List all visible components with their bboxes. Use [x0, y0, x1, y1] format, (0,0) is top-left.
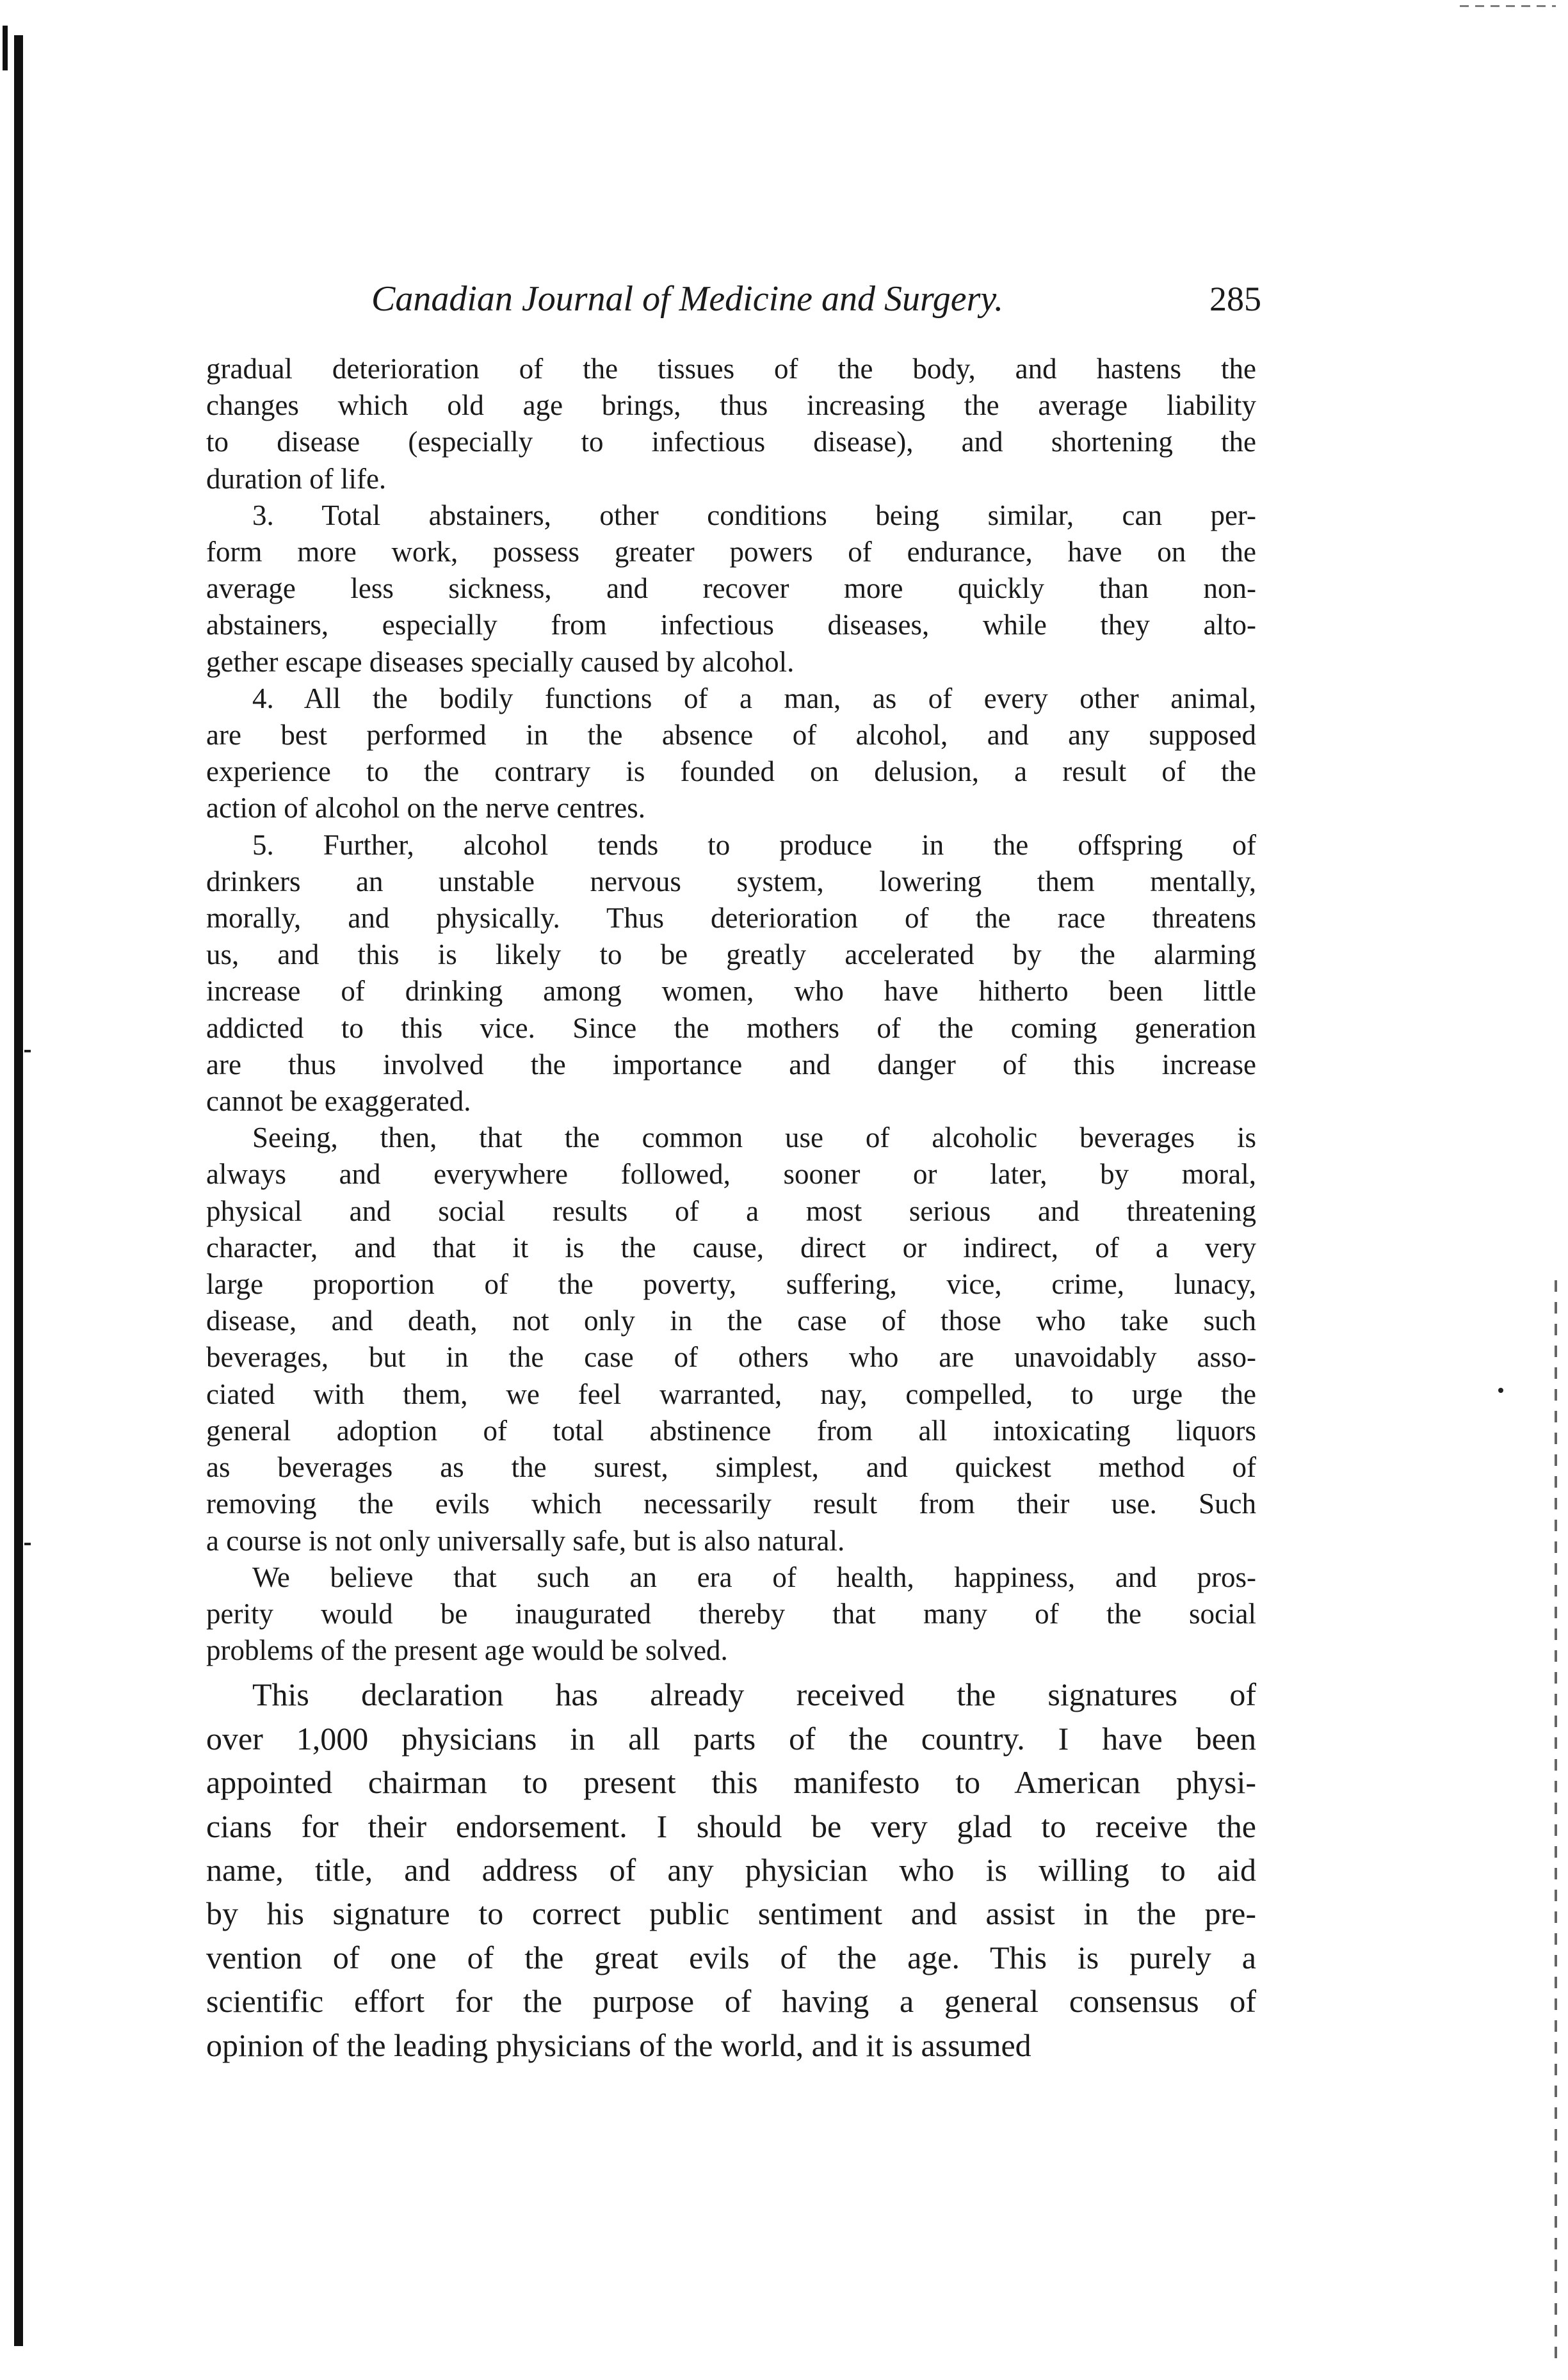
- text-line: 5. Further, alcohol tends to produce in the offspring of: [252, 828, 1256, 861]
- text-line: as beverages as the surest, simplest, and quickest method of: [206, 1451, 1256, 1484]
- scan-speck: [1498, 1388, 1503, 1393]
- paragraph: [206, 827, 1256, 1120]
- text-line: vention of one of the great evils of the age. This is purely a: [206, 1939, 1256, 1975]
- text-line: removing the evils which necessarily result from their use. Such: [206, 1488, 1256, 1520]
- scan-margin-tick: [24, 1543, 31, 1545]
- text-line: ciated with them, we feel warranted, nay, compelled, to urge the: [206, 1378, 1256, 1410]
- scan-binding-edge: [14, 35, 23, 2346]
- text-line: scientific effort for the purpose of having a general consensus of: [206, 1983, 1256, 2020]
- text-line: Seeing, then, that the common use of alcoholic beverages is: [252, 1122, 1256, 1154]
- text-line: morally, and physically. Thus deterioration of the race threatens: [206, 902, 1256, 935]
- text-line: opinion of the leading physicians of the world, and it is assumed: [206, 2027, 1031, 2063]
- text-line: action of alcohol on the nerve centres.: [206, 792, 645, 824]
- text-line: gether escape diseases specially caused by alcohol.: [206, 645, 795, 678]
- paragraph: [206, 497, 1256, 680]
- text-line: perity would be inaugurated thereby that many of the social: [206, 1597, 1256, 1630]
- body-text: [206, 351, 1256, 2067]
- page-number: 285: [1209, 280, 1261, 318]
- page-header: [371, 277, 1261, 321]
- text-line: beverages, but in the case of others who are unavoidably asso-: [206, 1341, 1256, 1374]
- text-line: changes which old age brings, thus increasing the average liability: [206, 389, 1256, 422]
- text-line: a course is not only universally safe, but is also natural.: [206, 1524, 845, 1557]
- text-line: gradual deterioration of the tissues of the body, and hastens the: [206, 353, 1256, 385]
- text-line: problems of the present age would be solved.: [206, 1634, 728, 1667]
- text-line: are thus involved the importance and danger of this increase: [206, 1048, 1256, 1081]
- text-line: large proportion of the poverty, suffering, vice, crime, lunacy,: [206, 1268, 1256, 1301]
- paragraph: [206, 1559, 1256, 1669]
- text-line: drinkers an unstable nervous system, lowering them mentally,: [206, 865, 1256, 897]
- scan-top-edge-marks: [1460, 5, 1556, 7]
- text-line: physical and social results of a most serious and threatening: [206, 1194, 1256, 1227]
- text-line: abstainers, especially from infectious diseases, while they alto-: [206, 609, 1256, 641]
- text-line: name, title, and address of any physician who is willing to aid: [206, 1851, 1256, 1888]
- scan-right-edge-marks: [1555, 1280, 1557, 2362]
- text-line: We believe that such an era of health, happiness, and pros-: [252, 1561, 1256, 1593]
- text-line: are best performed in the absence of alcohol, and any supposed: [206, 719, 1256, 752]
- text-line: experience to the contrary is founded on delusion, a result of the: [206, 755, 1256, 788]
- text-line: addicted to this vice. Since the mothers of the coming generation: [206, 1011, 1256, 1044]
- text-line: cians for their endorsement. I should be very glad to receive the: [206, 1808, 1256, 1844]
- scan-edge-mark: [3, 26, 8, 70]
- paragraph: [206, 1120, 1256, 1559]
- text-line: duration of life.: [206, 462, 387, 495]
- paragraph: [206, 680, 1256, 827]
- text-line: form more work, possess greater powers of endurance, have on the: [206, 536, 1256, 568]
- scan-margin-tick: [24, 1050, 31, 1052]
- text-line: general adoption of total abstinence from all intoxicating liquors: [206, 1414, 1256, 1447]
- text-line: disease, and death, not only in the case of those who take such: [206, 1305, 1256, 1337]
- text-line: 4. All the bodily functions of a man, as of every other animal,: [252, 682, 1256, 714]
- text-line: us, and this is likely to be greatly accelerated by the alarming: [206, 938, 1256, 971]
- paragraph: [206, 351, 1256, 497]
- text-line: increase of drinking among women, who have hitherto been little: [206, 975, 1256, 1008]
- paragraph: [206, 1673, 1256, 2067]
- text-line: appointed chairman to present this manifesto to American physi-: [206, 1764, 1256, 1801]
- text-line: to disease (especially to infectious disease), and shortening the: [206, 426, 1256, 458]
- text-line: over 1,000 physicians in all parts of the country. I have been: [206, 1720, 1256, 1757]
- text-line: always and everywhere followed, sooner or later, by moral,: [206, 1158, 1256, 1191]
- text-line: by his signature to correct public sentiment and assist in the pre-: [206, 1895, 1256, 1932]
- text-line: This declaration has already received the signatures of: [252, 1676, 1256, 1713]
- text-line: average less sickness, and recover more quickly than non-: [206, 572, 1256, 605]
- running-title: Canadian Journal of Medicine and Surgery.: [371, 279, 1004, 319]
- text-line: 3. Total abstainers, other conditions being similar, can per-: [252, 499, 1256, 531]
- text-line: character, and that it is the cause, direct or indirect, of a very: [206, 1231, 1256, 1264]
- text-line: cannot be exaggerated.: [206, 1085, 471, 1118]
